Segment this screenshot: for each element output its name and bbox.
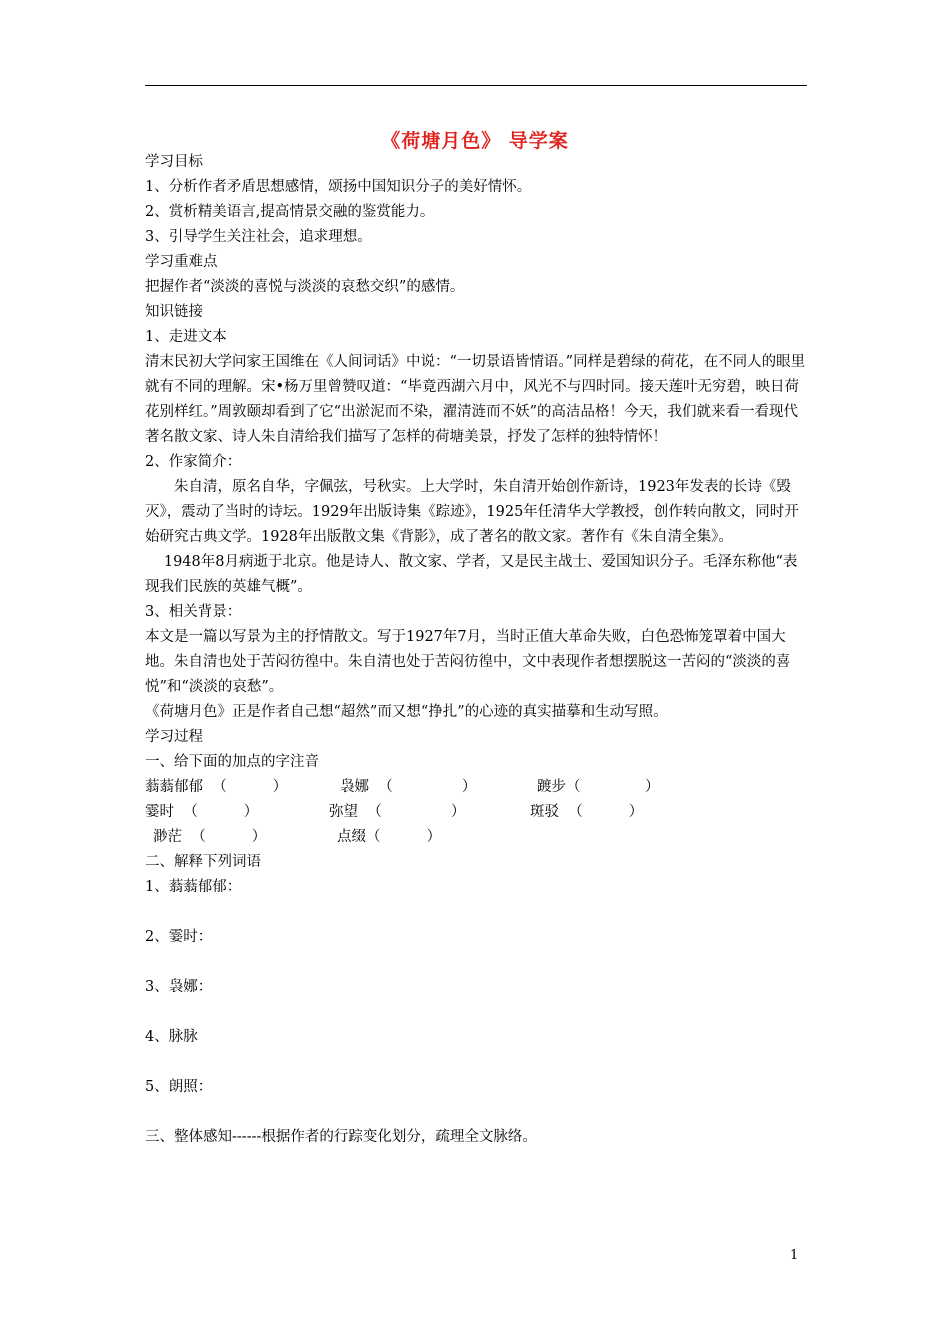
pinyin-item: 斑驳 （ ） (530, 804, 644, 820)
pinyin-item: 弥望 （ ） (329, 804, 466, 820)
vocab-item: 5、朗照： (145, 1079, 213, 1095)
goal-item: 2、赏析精美语言,提高情景交融的鉴赏能力。 (145, 204, 435, 220)
process-heading: 学习过程 (145, 729, 203, 745)
link-1-text: 清末民初大学问家王国维在《人间词话》中说：“一切景语皆情语。”同样是碧绿的荷花，在不同人的眼里就有不同的理解。宋•杨万里曾赞叹道：“毕竟西湖六月中，风光不与四时同。接天莲叶无穷碧，映日荷花别样红。”周敦颐却看到了它“出淤泥而不染，濯清涟而不妖”的高洁品格！今天，我们就来看一看现代著名散文家、诗人朱自清给我们描写了怎样的荷塘美景，抒发了怎样的独特情怀！ (145, 354, 806, 445)
author-bio-paragraph: 朱自清，原名自华，字佩弦，号秋实。上大学时，朱自清开始创作新诗，1923年发表的长诗《毁灭》，震动了当时的诗坛。1929年出版诗集《踪迹》，1925年任清华大学教授，创作转向散文，同时开始研究古典文学。1928年出版散文集《背影》，成了著名的散文家。著作有《朱自清全集》。 (145, 479, 799, 545)
key-text: 把握作者“淡淡的喜悦与淡淡的哀愁交织”的感情。 (145, 279, 465, 295)
question-1-heading: 一、给下面的加点的字注音 (145, 754, 319, 770)
question-2-heading: 二、解释下列词语 (145, 854, 261, 870)
pinyin-row (145, 775, 807, 800)
pinyin-row (145, 825, 807, 850)
document-title: 《荷塘月色》 导学案 (381, 130, 569, 152)
goal-item: 3、引导学生关注社会，追求理想。 (145, 229, 372, 245)
page-number: 1 (790, 1248, 799, 1263)
link-3-heading: 3、相关背景： (145, 604, 242, 620)
question-3-heading: 三、整体感知------根据作者的行踪变化划分，疏理全文脉络。 (145, 1129, 537, 1145)
document-body (145, 150, 807, 1150)
pinyin-item: 霎时 （ ） (145, 804, 259, 820)
key-heading: 学习重难点 (145, 254, 218, 270)
author-bio-paragraph: 1948年8月病逝于北京。他是诗人、散文家、学者，又是民主战士、爱国知识分子。毛泽东称他“表现我们民族的英雄气概”。 (145, 554, 798, 595)
goal-item: 1、分析作者矛盾思想感情，颂扬中国知识分子的美好情怀。 (145, 179, 532, 195)
background-note: 《荷塘月色》正是作者自己想“超然”而又想“挣扎”的心迹的真实描摹和生动写照。 (145, 704, 668, 720)
vocab-item: 2、霎时： (145, 929, 213, 945)
goals-heading: 学习目标 (145, 154, 203, 170)
vocab-item: 1、蓊蓊郁郁： (145, 879, 242, 895)
vocab-item: 3、袅娜： (145, 979, 213, 995)
pinyin-item: 袅娜 （ ） (340, 779, 477, 795)
pinyin-item: 渺茫 （ ） (153, 829, 267, 845)
background-text: 本文是一篇以写景为主的抒情散文。写于1927年7月，当时正值大革命失败，白色恐怖笼罩着中国大地。朱自清也处于苦闷彷徨中。朱自清也处于苦闷彷徨中，文中表现作者想摆脱这一苦闷的“淡淡的喜悦”和“淡淡的哀愁”。 (145, 629, 791, 695)
pinyin-item: 蓊蓊郁郁 （ ） (145, 779, 288, 795)
vocab-item: 4、脉脉 (145, 1029, 198, 1045)
link-heading: 知识链接 (145, 304, 203, 320)
header-rule (145, 85, 807, 86)
pinyin-item: 踱步（ ） (537, 779, 660, 795)
link-1-heading: 1、走进文本 (145, 329, 227, 345)
link-2-heading: 2、作家简介： (145, 454, 242, 470)
pinyin-item: 点缀（ ） (337, 829, 442, 845)
pinyin-row (145, 800, 807, 825)
